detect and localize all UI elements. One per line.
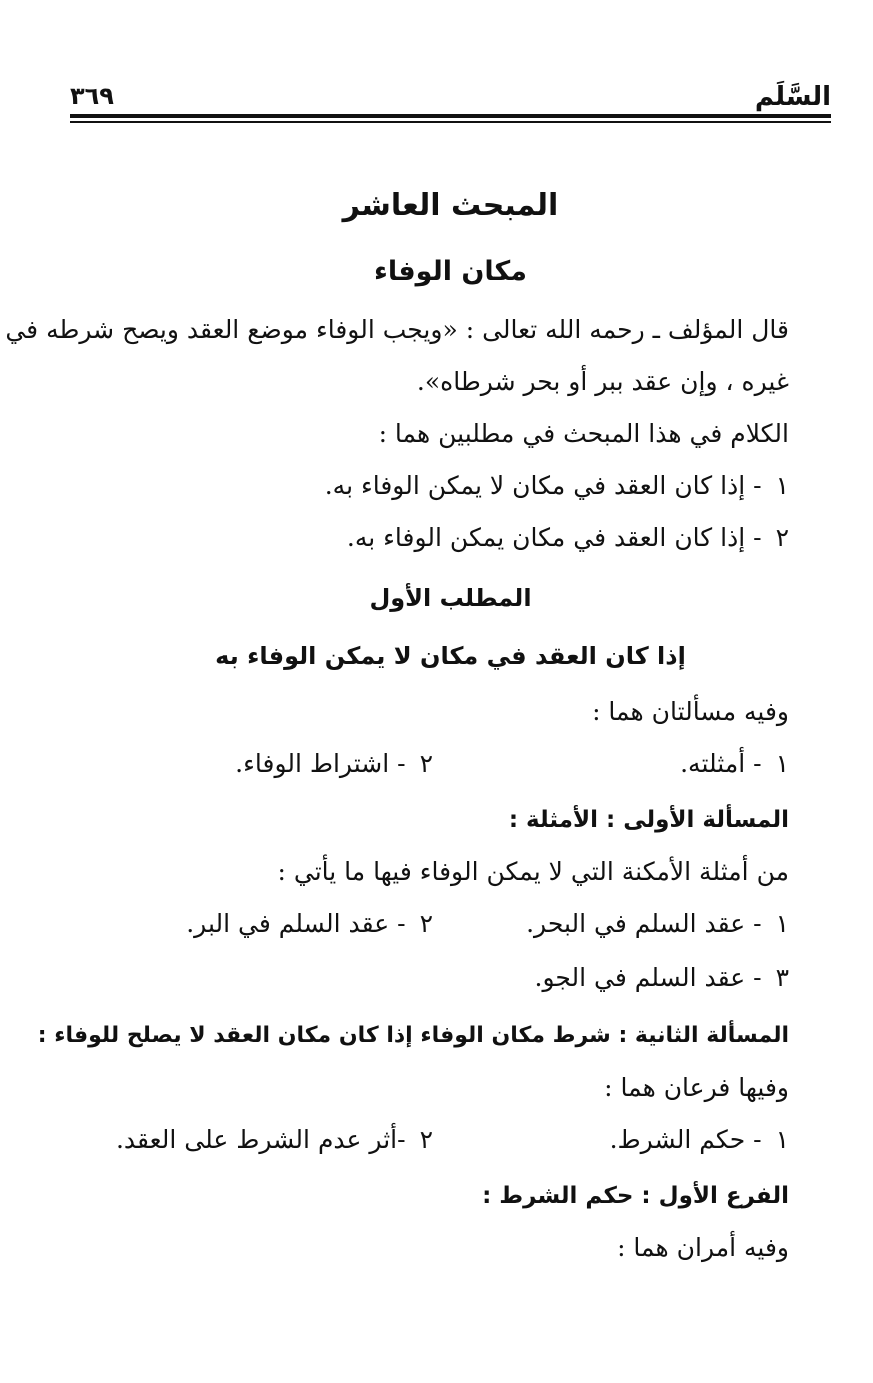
branch-item [116, 1120, 433, 1160]
topic-text: - إذا كان العقد في مكان يمكن الوفاء به. [346, 523, 762, 552]
example-number: ١ [775, 909, 789, 938]
branch-number: ١ [775, 1125, 789, 1154]
example-text: - عقد السلم في البر. [186, 909, 406, 938]
subsection-subtitle: إذا كان العقد في مكان لا يمكن الوفاء به [215, 642, 686, 670]
issue-number: ١ [775, 749, 789, 778]
issue-item [680, 744, 789, 784]
branch-text: - حكم الشرط. [609, 1125, 762, 1154]
topic-text: - إذا كان العقد في مكان لا يمكن الوفاء به. [324, 471, 762, 500]
topic-number: ١ [775, 471, 789, 500]
page-number: ٣٦٩ [70, 82, 114, 110]
subsection-title: المطلب الأول [369, 584, 532, 612]
intro-text: الكلام في هذا المبحث في مطلبين هما : [378, 419, 789, 448]
issue-1-heading: المسألة الأولى : الأمثلة : [508, 807, 789, 833]
example-text: - عقد السلم في الجو. [534, 963, 762, 992]
quote-line-2: غيره ، وإن عقد ببر أو بحر شرطاه». [416, 367, 789, 396]
matters-intro: وفيه أمران هما : [617, 1233, 789, 1262]
header-rule-thick [70, 114, 831, 118]
running-title: السَّلَم [754, 82, 831, 112]
quote-line-1: قال المؤلف ـ رحمه الله تعالى : «ويجب الوفاء موضع العقد ويصح شرطه في [5, 315, 789, 344]
topic-item [325, 466, 789, 506]
issues-intro: وفيه مسألتان هما : [592, 697, 789, 726]
example-item [186, 904, 433, 944]
examples-intro: من أمثلة الأمكنة التي لا يمكن الوفاء فيها ما يأتي : [277, 857, 789, 886]
branch-item [610, 1120, 789, 1160]
example-item [535, 958, 790, 998]
branch-1-heading: الفرع الأول : حكم الشرط : [482, 1183, 789, 1209]
example-number: ٣ [775, 963, 789, 992]
example-text: - عقد السلم في البحر. [526, 909, 762, 938]
issue-number: ٢ [419, 749, 433, 778]
section-subtitle: مكان الوفاء [374, 256, 527, 287]
section-title: المبحث العاشر [342, 188, 559, 223]
issue-item [235, 744, 433, 784]
header-rule-thin [70, 121, 831, 123]
issue-text: - أمثلته. [680, 749, 762, 778]
branch-number: ٢ [419, 1125, 433, 1154]
topic-number: ٢ [775, 523, 789, 552]
branch-text: -أثر عدم الشرط على العقد. [115, 1125, 406, 1154]
example-item [526, 904, 789, 944]
branches-intro: وفيها فرعان هما : [604, 1073, 789, 1102]
topic-item [347, 518, 789, 558]
example-number: ٢ [419, 909, 433, 938]
page-header [70, 78, 831, 118]
issue-2-heading: المسألة الثانية : شرط مكان الوفاء إذا كان مكان العقد لا يصلح للوفاء : [37, 1023, 789, 1048]
issue-text: - اشتراط الوفاء. [235, 749, 406, 778]
